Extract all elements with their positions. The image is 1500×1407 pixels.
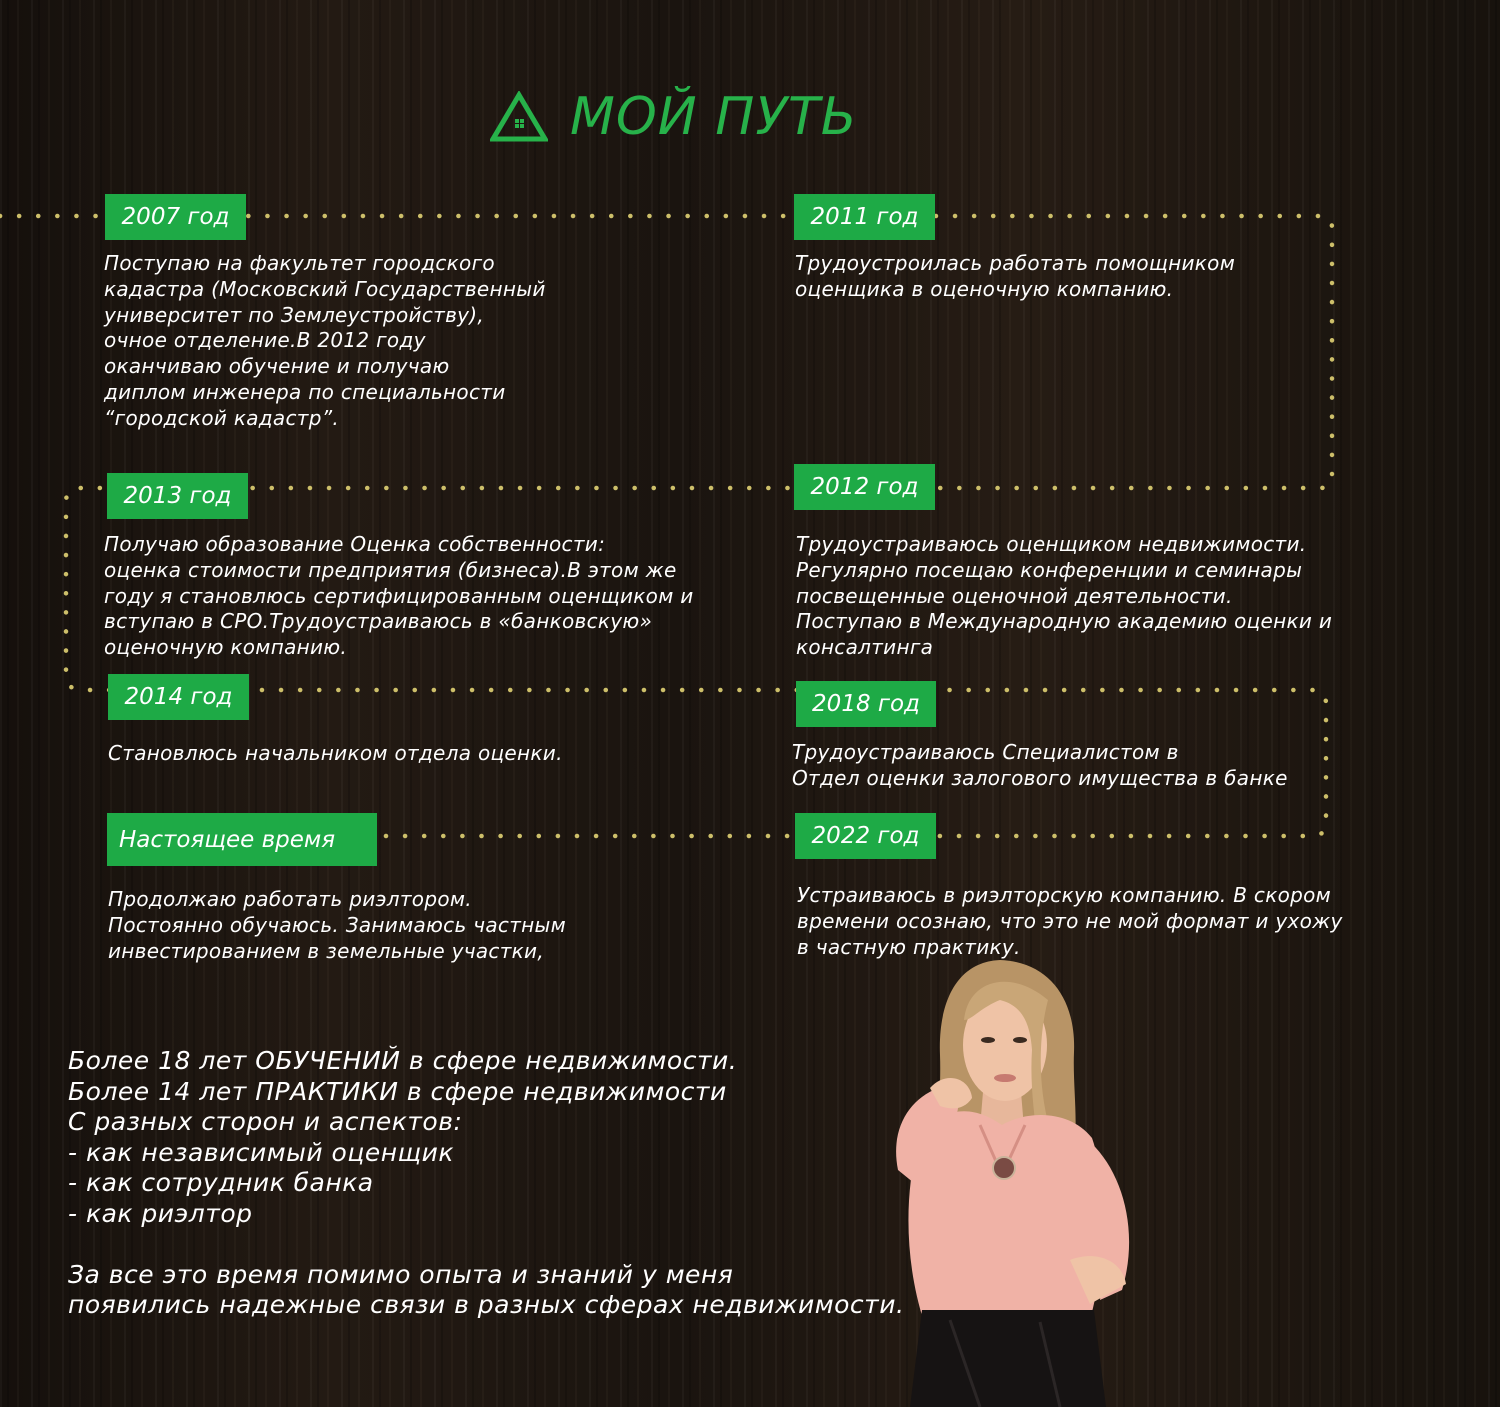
timeline-text-present: Продолжаю работать риэлтором. Постоянно обучаюсь. Занимаюсь частным инвестированием в земельные участки, xyxy=(108,887,566,963)
year-label-2013: 2013 год xyxy=(107,473,248,519)
year-label-2011: 2011 год xyxy=(794,194,935,240)
year-label-2007: 2007 год xyxy=(105,194,246,240)
page-title-text: МОЙ ПУТЬ xyxy=(570,87,858,147)
year-label-present: Настоящее время xyxy=(107,813,377,866)
timeline-text-2007: Поступаю на факультет городского кадастра (Московский Государственный университет по Землеустройству), очное отделение.В 2012 году оканчиваю обучение и получаю диплом инженера по специальности “городской кадастр”. xyxy=(104,251,546,430)
year-label-2022: 2022 год xyxy=(795,813,936,859)
portrait-photo xyxy=(860,960,1140,1407)
timeline-text-2012: Трудоустраиваюсь оценщиком недвижимости. Регулярно посещаю конференции и семинары посвещенные оценочной деятельности. Поступаю в Международную академию оценки и консалтинга xyxy=(796,532,1333,660)
timeline-text-2018: Трудоустраиваюсь Специалистом в Отдел оценки залогового имущества в банке xyxy=(792,740,1288,790)
timeline-text-2011: Трудоустроилась работать помощником оценщика в оценочную компанию. xyxy=(795,251,1236,301)
year-label-2014: 2014 год xyxy=(108,674,249,720)
year-label-2012: 2012 год xyxy=(794,464,935,510)
timeline-text-2022: Устраиваюсь в риэлторскую компанию. В скором времени осознаю, что это не мой формат и ухожу в частную практику. xyxy=(797,883,1343,959)
timeline-text-2014: Становлюсь начальником отдела оценки. xyxy=(108,741,563,765)
year-label-2018: 2018 год xyxy=(796,681,936,727)
timeline-text-2013: Получаю образование Оценка собственности: оценка стоимости предприятия (бизнеса).В этом же году я становлюсь сертифицированным оценщиком и вступаю в СРО.Трудоустраиваюсь в «банковскую» оценочную компанию. xyxy=(104,532,694,660)
experience-summary: Более 18 лет ОБУЧЕНИЙ в сфере недвижимости. Более 14 лет ПРАКТИКИ в сфере недвижимости С разных сторон и аспектов: - как независимый оценщик - как сотрудник банка - как риэлтор За все это время помимо опыта и знаний у меня появились надежные связи в разных сферах недвижимости. xyxy=(68,1046,905,1319)
